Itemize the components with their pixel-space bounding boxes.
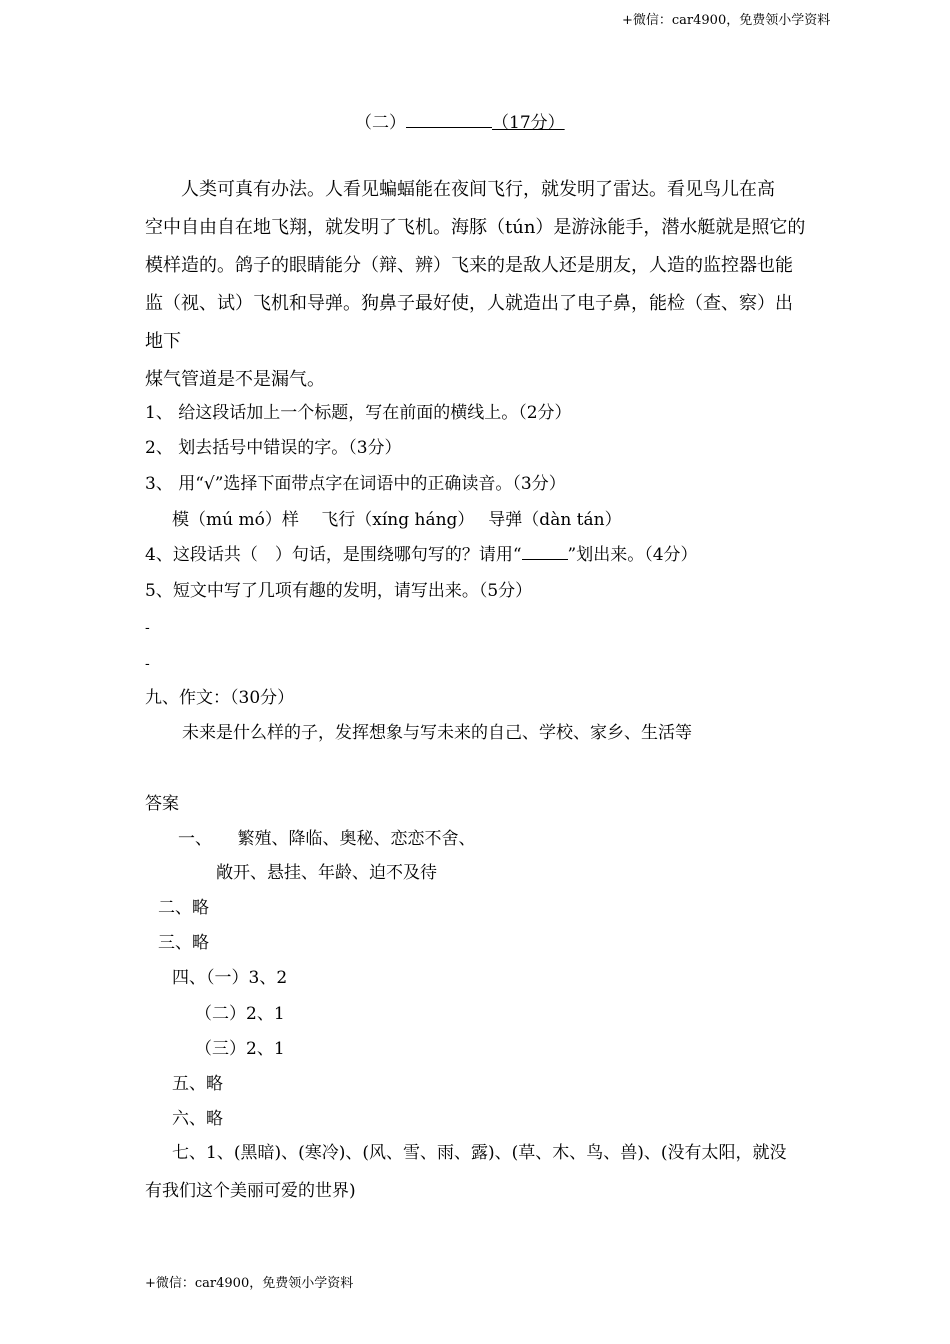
dash-mark: - (145, 620, 150, 636)
passage-line: 监（视、试）飞机和导弹。狗鼻子最好使，人就造出了电子鼻，能检（查、察）出地下 (145, 293, 793, 352)
question-1: 1、 给这段话加上一个标题，写在前面的横线上。（2分） (145, 403, 572, 423)
answer-item: （三）2、1 (195, 1039, 285, 1059)
passage-line: 模样造的。鸽子的眼睛能分（辩、辨）飞来的是敌人还是朋友，人造的监控器也能 (145, 255, 793, 276)
question-4 (145, 540, 698, 565)
section-title (355, 108, 565, 133)
composition-title: 九、作文：（30分） (145, 688, 295, 708)
passage-line: 人类可真有办法。人看见蝙蝠能在夜间飞行，就发明了雷达。看见鸟儿在高 (145, 179, 775, 200)
passage-line: 空中自由自在地飞翔，就发明了飞机。海豚（tún）是游泳能手，潜水艇就是照它的 (145, 217, 806, 238)
section-score: （17分） (492, 113, 565, 133)
answer-item: 六、略 (172, 1109, 223, 1129)
answer-seven-line2: 有我们这个美丽可爱的世界) (145, 1181, 356, 1201)
passage-line: 煤气管道是不是漏气。 (145, 369, 325, 390)
answer-seven-line1: 七、1、(黑暗)、(寒冷)、(风、雪、雨、露)、(草、木、鸟、兽)、(没有太阳，就没 (172, 1143, 787, 1163)
answer-item: 一、 繁殖、降临、奥秘、恋恋不舍、 (178, 829, 476, 849)
question-4-text-end: ”划出来。（4分） (567, 545, 698, 565)
title-blank-line (406, 113, 492, 128)
answer-item: 四、（一）3、2 (172, 968, 288, 988)
answer-item: 二、略 (158, 898, 209, 918)
question-3: 3、 用“√”选择下面带点字在词语中的正确读音。（3分） (145, 474, 566, 494)
section-prefix: （二） (355, 113, 406, 133)
dash-mark: - (145, 656, 150, 672)
answer-item: 五、略 (172, 1074, 223, 1094)
question-2: 2、 划去括号中错误的字。（3分） (145, 438, 402, 458)
footer-note: +微信：car4900，免费领小学资料 (145, 1276, 354, 1291)
passage (145, 171, 810, 399)
answer-item: （二）2、1 (195, 1004, 285, 1024)
question-4-text: 4、这段话共（ ）句话，是围绕哪句写的？请用“ (145, 545, 522, 565)
underline-blank (522, 545, 568, 560)
header-note: +微信：car4900，免费领小学资料 (622, 13, 831, 28)
answers-heading: 答案 (145, 794, 179, 814)
answer-item: 三、略 (158, 933, 209, 953)
question-3-options: 模（mú mó）样 飞行（xíng háng） 导弹（dàn tán） (172, 510, 622, 530)
composition-prompt: 未来是什么样的子，发挥想象与写未来的自己、学校、家乡、生活等 (182, 723, 692, 743)
question-5: 5、短文中写了几项有趣的发明，请写出来。（5分） (145, 581, 533, 601)
answer-item: 敞开、悬挂、年龄、迫不及待 (216, 863, 437, 883)
